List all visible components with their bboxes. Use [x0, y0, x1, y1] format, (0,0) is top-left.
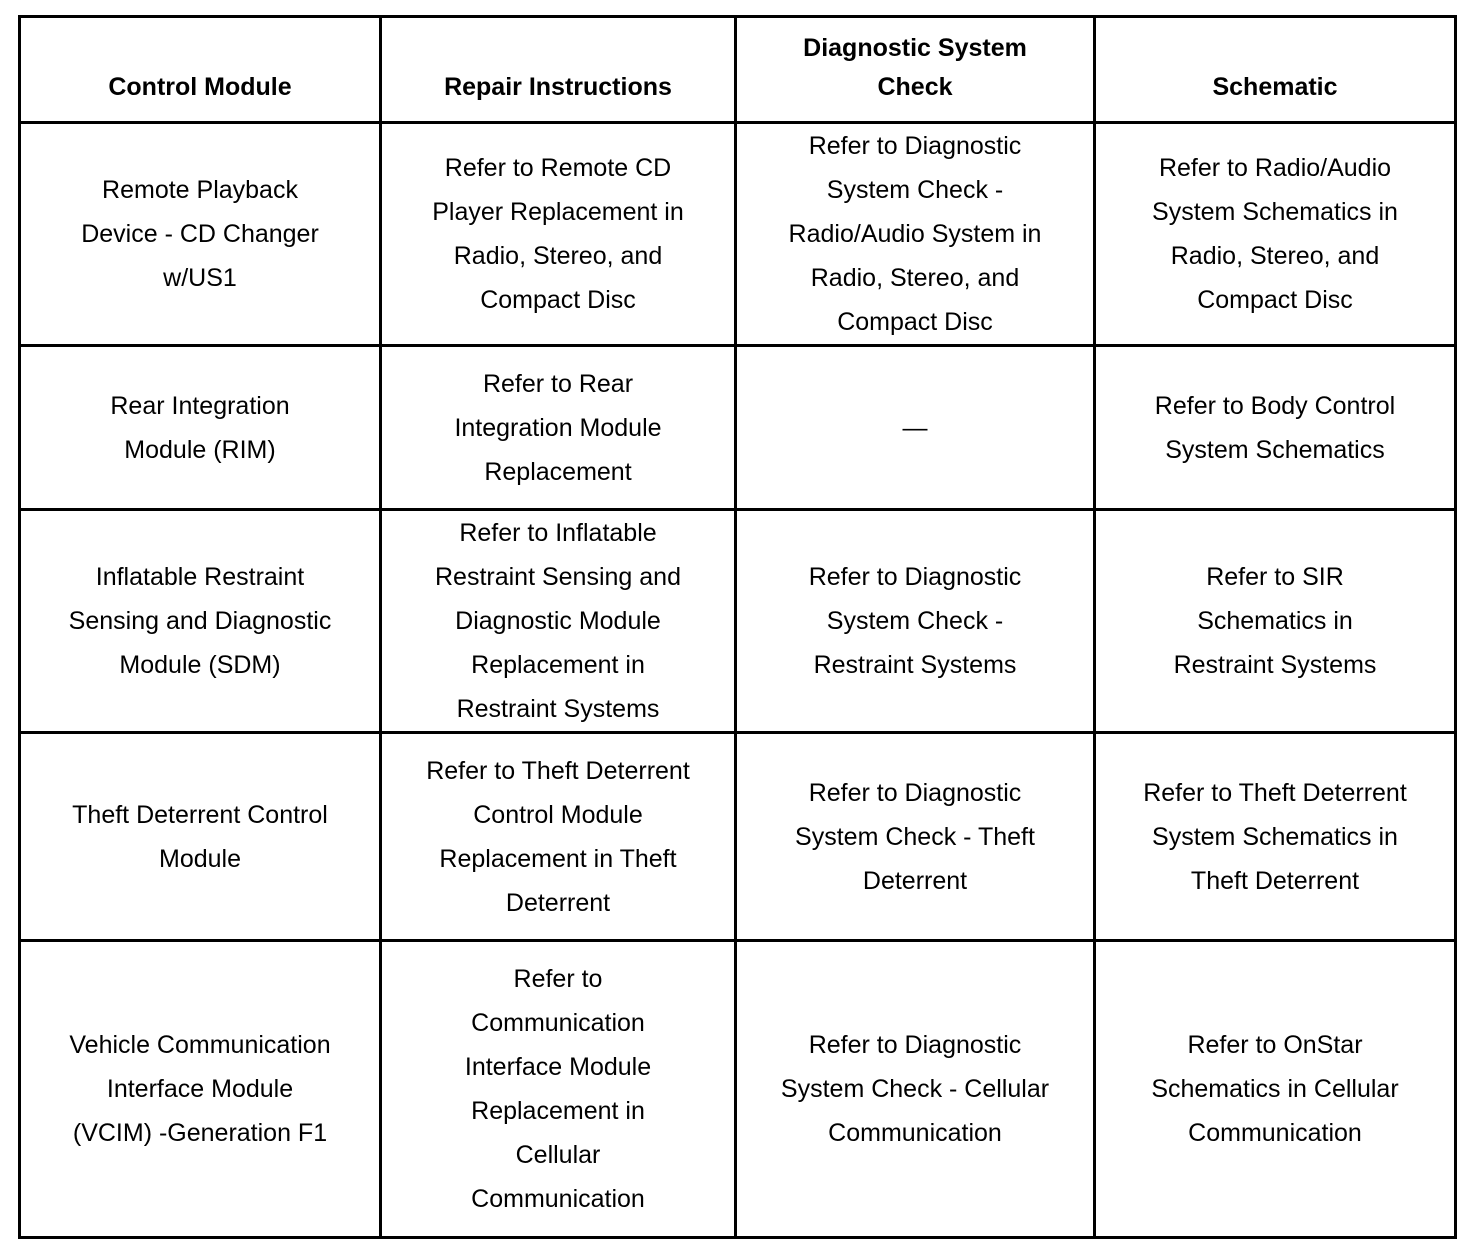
- table-row: [20, 941, 1456, 1238]
- header-control-module: Control Module: [20, 17, 381, 123]
- header-diagnostic-system-check: Diagnostic System Check: [736, 17, 1095, 123]
- cell-repair-instructions: Refer to Rear Integration Module Replacement: [381, 346, 736, 510]
- header-row: [20, 17, 1456, 123]
- header-schematic: Schematic: [1095, 17, 1456, 123]
- table-row: [20, 346, 1456, 510]
- cell-diagnostic-system-check: Refer to Diagnostic System Check - Theft Deterrent: [736, 733, 1095, 941]
- reference-table: [18, 15, 1457, 1239]
- cell-repair-instructions: Refer to Communication Interface Module Replacement in Cellular Communication: [381, 941, 736, 1238]
- cell-repair-instructions: Refer to Remote CD Player Replacement in Radio, Stereo, and Compact Disc: [381, 123, 736, 346]
- cell-schematic: Refer to Body Control System Schematics: [1095, 346, 1456, 510]
- cell-repair-instructions: Refer to Inflatable Restraint Sensing and Diagnostic Module Replacement in Restraint Systems: [381, 510, 736, 733]
- cell-schematic: Refer to OnStar Schematics in Cellular Communication: [1095, 941, 1456, 1238]
- cell-control-module: Theft Deterrent Control Module: [20, 733, 381, 941]
- header-repair-instructions: Repair Instructions: [381, 17, 736, 123]
- cell-control-module: Vehicle Communication Interface Module (VCIM) -Generation F1: [20, 941, 381, 1238]
- cell-diagnostic-system-check: Refer to Diagnostic System Check - Restraint Systems: [736, 510, 1095, 733]
- table-row: [20, 123, 1456, 346]
- cell-control-module: Inflatable Restraint Sensing and Diagnostic Module (SDM): [20, 510, 381, 733]
- cell-control-module: Remote Playback Device - CD Changer w/US1: [20, 123, 381, 346]
- table-row: [20, 733, 1456, 941]
- cell-schematic: Refer to Radio/Audio System Schematics in Radio, Stereo, and Compact Disc: [1095, 123, 1456, 346]
- table-row: [20, 510, 1456, 733]
- cell-schematic: Refer to SIR Schematics in Restraint Systems: [1095, 510, 1456, 733]
- cell-diagnostic-system-check: Refer to Diagnostic System Check - Cellular Communication: [736, 941, 1095, 1238]
- cell-repair-instructions: Refer to Theft Deterrent Control Module Replacement in Theft Deterrent: [381, 733, 736, 941]
- cell-diagnostic-system-check: —: [736, 346, 1095, 510]
- cell-diagnostic-system-check: Refer to Diagnostic System Check - Radio/Audio System in Radio, Stereo, and Compact Disc: [736, 123, 1095, 346]
- cell-schematic: Refer to Theft Deterrent System Schematics in Theft Deterrent: [1095, 733, 1456, 941]
- cell-control-module: Rear Integration Module (RIM): [20, 346, 381, 510]
